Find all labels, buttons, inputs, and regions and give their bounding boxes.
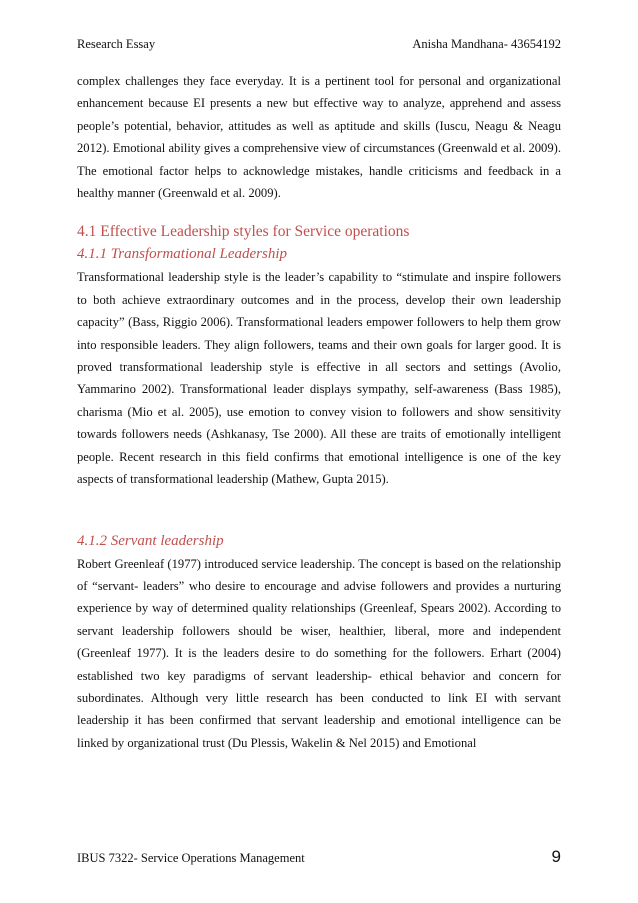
header-title: Research Essay: [77, 37, 156, 51]
transformational-paragraph: Transformational leadership style is the leader’s capability to “stimulate and inspire followers to both achieve extraordinary outcomes and in the process, develop their own leadership capacity” (Bass, Riggio 2006). Transformational leaders empower followers to help them grow into responsible leaders. They align followers, teams and their own goals for larger good. It is proved transformational leadership style is effective in all sectors and settings (Avolio, Yammarino 2002). Transformational leader displays sympathy, self-awareness (Bass 1985), charisma (Mio et al. 2005), use emotion to convey vision to followers and show sensitivity towards followers needs (Ashkanasy, Tse 2000). All these are traits of emotionally intelligent people. Recent research in this field confirms that emotional intelligence is one of the key aspects of transformational leadership (Mathew, Gupta 2015).: [77, 270, 561, 487]
subsection-heading-transformational: 4.1.1 Transformational Leadership: [77, 246, 288, 263]
footer-course: IBUS 7322- Service Operations Management: [77, 851, 305, 865]
subsection-heading-servant: 4.1.2 Servant leadership: [77, 532, 224, 549]
page-number: 9: [551, 847, 561, 866]
page-body: [77, 70, 561, 754]
intro-paragraph: complex challenges they face everyday. It is a pertinent tool for personal and organizational enhancement because EI presents a new but effective way to analyze, apprehend and assess people’s potential, behavior, attitudes as well as aptitude and skills (Iuscu, Neagu & Neagu 2012). Emotional ability gives a comprehensive view of circumstances (Greenwald et al. 2009). The emotional factor helps to acknowledge mistakes, handle criticisms and feedback in a healthy manner (Greenwald et al. 2009).: [77, 74, 561, 201]
section-heading: 4.1 Effective Leadership styles for Service operations: [77, 223, 410, 241]
page-header: [77, 37, 561, 52]
servant-paragraph: Robert Greenleaf (1977) introduced service leadership. The concept is based on the relationship of “servant- leaders” who desire to encourage and advise followers and provides a nurturing experience by way of determined quality relationships (Greenleaf, Spears 2002). According to servant leadership followers should be wiser, healthier, liberal, more and independent (Greenleaf 1977). It is the leaders desire to do something for the followers. Erhart (2004) established two key paradigms of servant leadership- ethical behavior and concern for subordinates. Although very little research has been conducted to link EI with servant leadership it has been confirmed that servant leadership and emotional intelligence can be linked by organizational trust (Du Plessis, Wakelin & Nel 2015) and Emotional: [77, 556, 561, 750]
header-author: Anisha Mandhana- 43654192: [412, 37, 561, 51]
page-footer: [77, 847, 561, 867]
